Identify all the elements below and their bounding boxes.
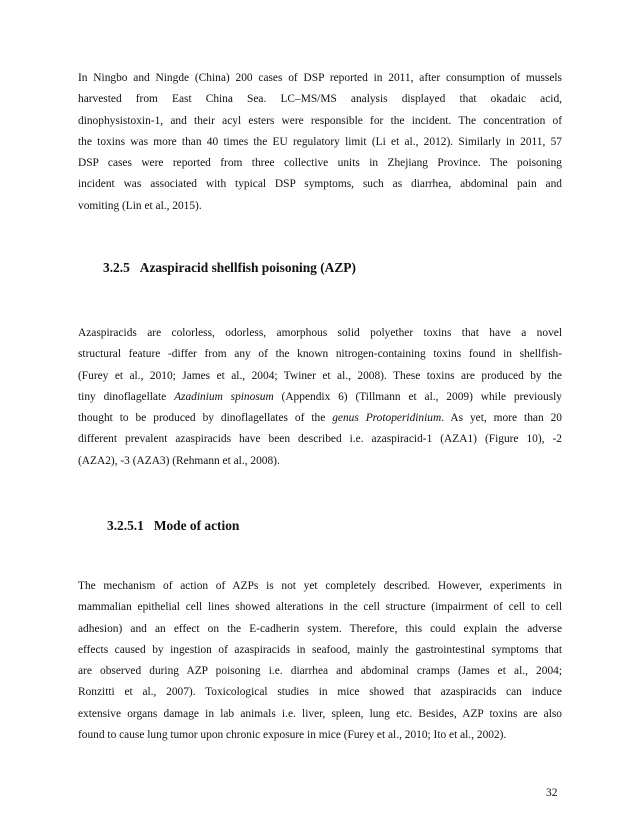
text-line: (AZA2), -3 (AZA3) (Rehmann et al., 2008). [78,454,280,467]
section-title: Azaspiracid shellfish poisoning (AZP) [139,260,356,275]
text-line: DSP cases were reported from three collective units in Zhejiang Province. The poisoning [78,157,562,170]
paragraph-mode-of-action [78,576,562,746]
text-line: the toxins was more than 40 times the EU regulatory limit (Li et al., 2012). Similarly in 2011, 57 [78,135,562,148]
genus-name: genus Protoperidinium [332,412,442,425]
text-line: effects caused by ingestion of azaspiracids in seafood, mainly the gastrointestinal symptoms that [78,643,562,656]
text-line: mammalian epithelial cell lines showed alterations in the cell structure (impairment of cell to cell [78,601,562,614]
text-line: adhesion) and an effect on the E-cadherin system. Therefore, this could explain the adverse [78,622,562,635]
species-name: Azadinium spinosum [174,390,274,403]
text-line: vomiting (Lin et al., 2015). [78,199,202,212]
text-line: harvested from East China Sea. LC–MS/MS analysis displayed that okadaic acid, [78,93,562,106]
text-line: found to cause lung tumor upon chronic exposure in mice (Furey et al., 2010; Ito et al., 2002). [78,729,507,742]
text-line: structural feature -differ from any of the known nitrogen-containing toxins found in shellfish- [78,348,562,361]
text-line: In Ningbo and Ningde (China) 200 cases of DSP reported in 2011, after consumption of mussels [78,72,562,84]
text-line: extensive organs damage in lab animals i.e. liver, spleen, lung etc. Besides, AZP toxins are also [78,707,562,720]
subsection-heading-mode-of-action [107,518,239,534]
paragraph-dsp-cases [78,68,562,217]
section-heading-azp [103,260,356,276]
page-number: 32 [546,787,558,799]
text-line: The mechanism of action of AZPs is not yet completely described. However, experiments in [78,580,562,592]
text-line: dinophysistoxin-1, and their acyl esters were responsible for the incident. The concentration of [78,114,562,127]
text-line: Azaspiracids are colorless, odorless, amorphous solid polyether toxins that have a novel [78,327,562,339]
text-line: Ronzitti et al., 2007). Toxicological studies in mice showed that azaspiracids can induce [78,686,562,699]
paragraph-azaspiracids [78,323,562,472]
section-number: 3.2.5 [103,260,130,275]
text-line: different prevalent azaspiracids have been described i.e. azaspiracid-1 (AZA1) (Figure 10), -2 [78,433,562,446]
text-line: (Furey et al., 2010; James et al., 2004; Twiner et al., 2008). These toxins are produced by the [78,369,562,382]
text-segment: thought to be produced by dinoflagellates of the [78,412,333,425]
subsection-number: 3.2.5.1 [107,518,144,533]
text-line: incident was associated with typical DSP symptoms, such as diarrhea, abdominal pain and [78,178,562,191]
subsection-title: Mode of action [153,518,240,533]
text-segment: . As yet, more than 20 [441,412,562,425]
text-segment: tiny dinoflagellate [78,390,175,403]
text-line [78,387,562,408]
text-line [78,408,562,429]
text-line: are observed during AZP poisoning i.e. diarrhea and abdominal cramps (James et al., 2004; [78,665,562,678]
text-segment: (Appendix 6) (Tillmann et al., 2009) while previously [273,390,562,403]
